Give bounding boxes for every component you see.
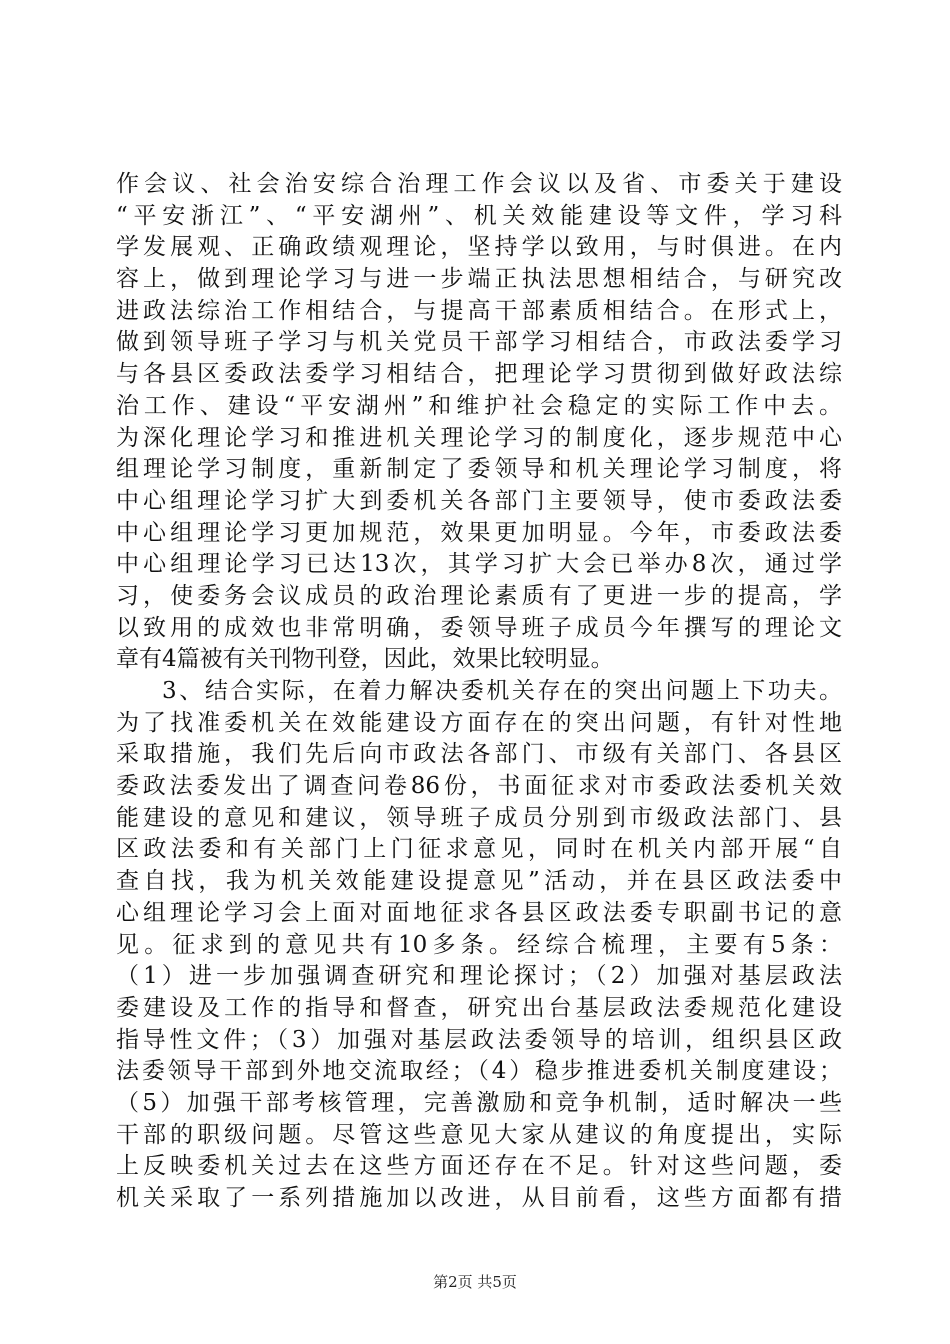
text-line: 作会议、社会治安综合治理工作会议以及省、市委关于建设 (116, 171, 842, 197)
text-line: 中心组理论学习已达13次，其学习扩大会已举办8次，通过学 (116, 551, 842, 578)
text-line: 法委领导干部到外地交流取经；（4）稳步推进委机关制度建设； (116, 1058, 842, 1085)
text-line: 治工作、建设“平安湖州”和维护社会稳定的实际工作中去。 (116, 392, 842, 419)
text-line: （1）进一步加强调查研究和理论探讨；（2）加强对基层政法 (116, 963, 842, 990)
text-line: 心组理论学习会上面对面地征求各县区政法委专职副书记的意 (116, 899, 842, 926)
text-line: 进政法综治工作相结合，与提高干部素质相结合。在形式上， (116, 297, 842, 324)
text-line: 以致用的成效也非常明确，委领导班子成员今年撰写的理论文 (116, 614, 842, 641)
text-line: 习，使委务会议成员的政治理论素质有了更进一步的提高，学 (116, 582, 842, 609)
text-line: 委政法委发出了调查问卷86份，书面征求对市委政法委机关效 (116, 773, 842, 800)
text-line: 学发展观、正确政绩观理论，坚持学以致用，与时俱进。在内 (116, 234, 842, 261)
text-line: （5）加强干部考核管理，完善激励和竞争机制，适时解决一些 (116, 1089, 842, 1116)
text-line: 为了找准委机关在效能建设方面存在的突出问题，有针对性地 (116, 709, 842, 736)
text-line: 干部的职级问题。尽管这些意见大家从建议的角度提出，实际 (116, 1121, 842, 1148)
section-heading-line: 3、结合实际，在着力解决委机关存在的突出问题上下功夫。 (162, 678, 842, 704)
text-line: 委建设及工作的指导和督查，研究出台基层政法委规范化建设 (116, 994, 842, 1021)
text-line: 见。征求到的意见共有10多条。经综合梳理，主要有5条： (116, 931, 842, 958)
text-line: 机关采取了一系列措施加以改进，从目前看，这些方面都有措 (116, 1185, 842, 1211)
text-line: 中心组理论学习更加规范，效果更加明显。今年，市委政法委 (116, 519, 842, 546)
paragraph-end-line: 章有4篇被有关刊物刊登，因此，效果比较明显。 (116, 646, 614, 673)
text-line: 能建设的意见和建议，领导班子成员分别到市级政法部门、县 (116, 804, 842, 831)
text-line: 上反映委机关过去在这些方面还存在不足。针对这些问题，委 (116, 1153, 842, 1180)
text-line: 与各县区委政法委学习相结合，把理论学习贯彻到做好政法综 (116, 361, 842, 388)
text-line: 查自找，我为机关效能建设提意见”活动，并在县区政法委中 (116, 868, 842, 895)
text-line: 采取措施，我们先后向市政法各部门、市级有关部门、各县区 (116, 741, 842, 768)
text-line: 容上，做到理论学习与进一步端正执法思想相结合，与研究改 (116, 266, 842, 293)
page-number-footer: 第2页 共5页 (433, 1273, 517, 1291)
text-line: “平安浙江”、“平安湖州”、机关效能建设等文件，学习科 (116, 202, 842, 229)
text-line: 指导性文件；（3）加强对基层政法委领导的培训，组织县区政 (116, 1026, 842, 1053)
body-text (116, 169, 842, 1215)
text-line: 为深化理论学习和推进机关理论学习的制度化，逐步规范中心 (116, 424, 842, 451)
text-line: 中心组理论学习扩大到委机关各部门主要领导，使市委政法委 (116, 487, 842, 514)
text-line: 区政法委和有关部门上门征求意见，同时在机关内部开展“自 (116, 836, 842, 863)
text-line: 组理论学习制度，重新制定了委领导和机关理论学习制度，将 (116, 456, 842, 483)
text-line: 做到领导班子学习与机关党员干部学习相结合，市政法委学习 (116, 329, 842, 356)
